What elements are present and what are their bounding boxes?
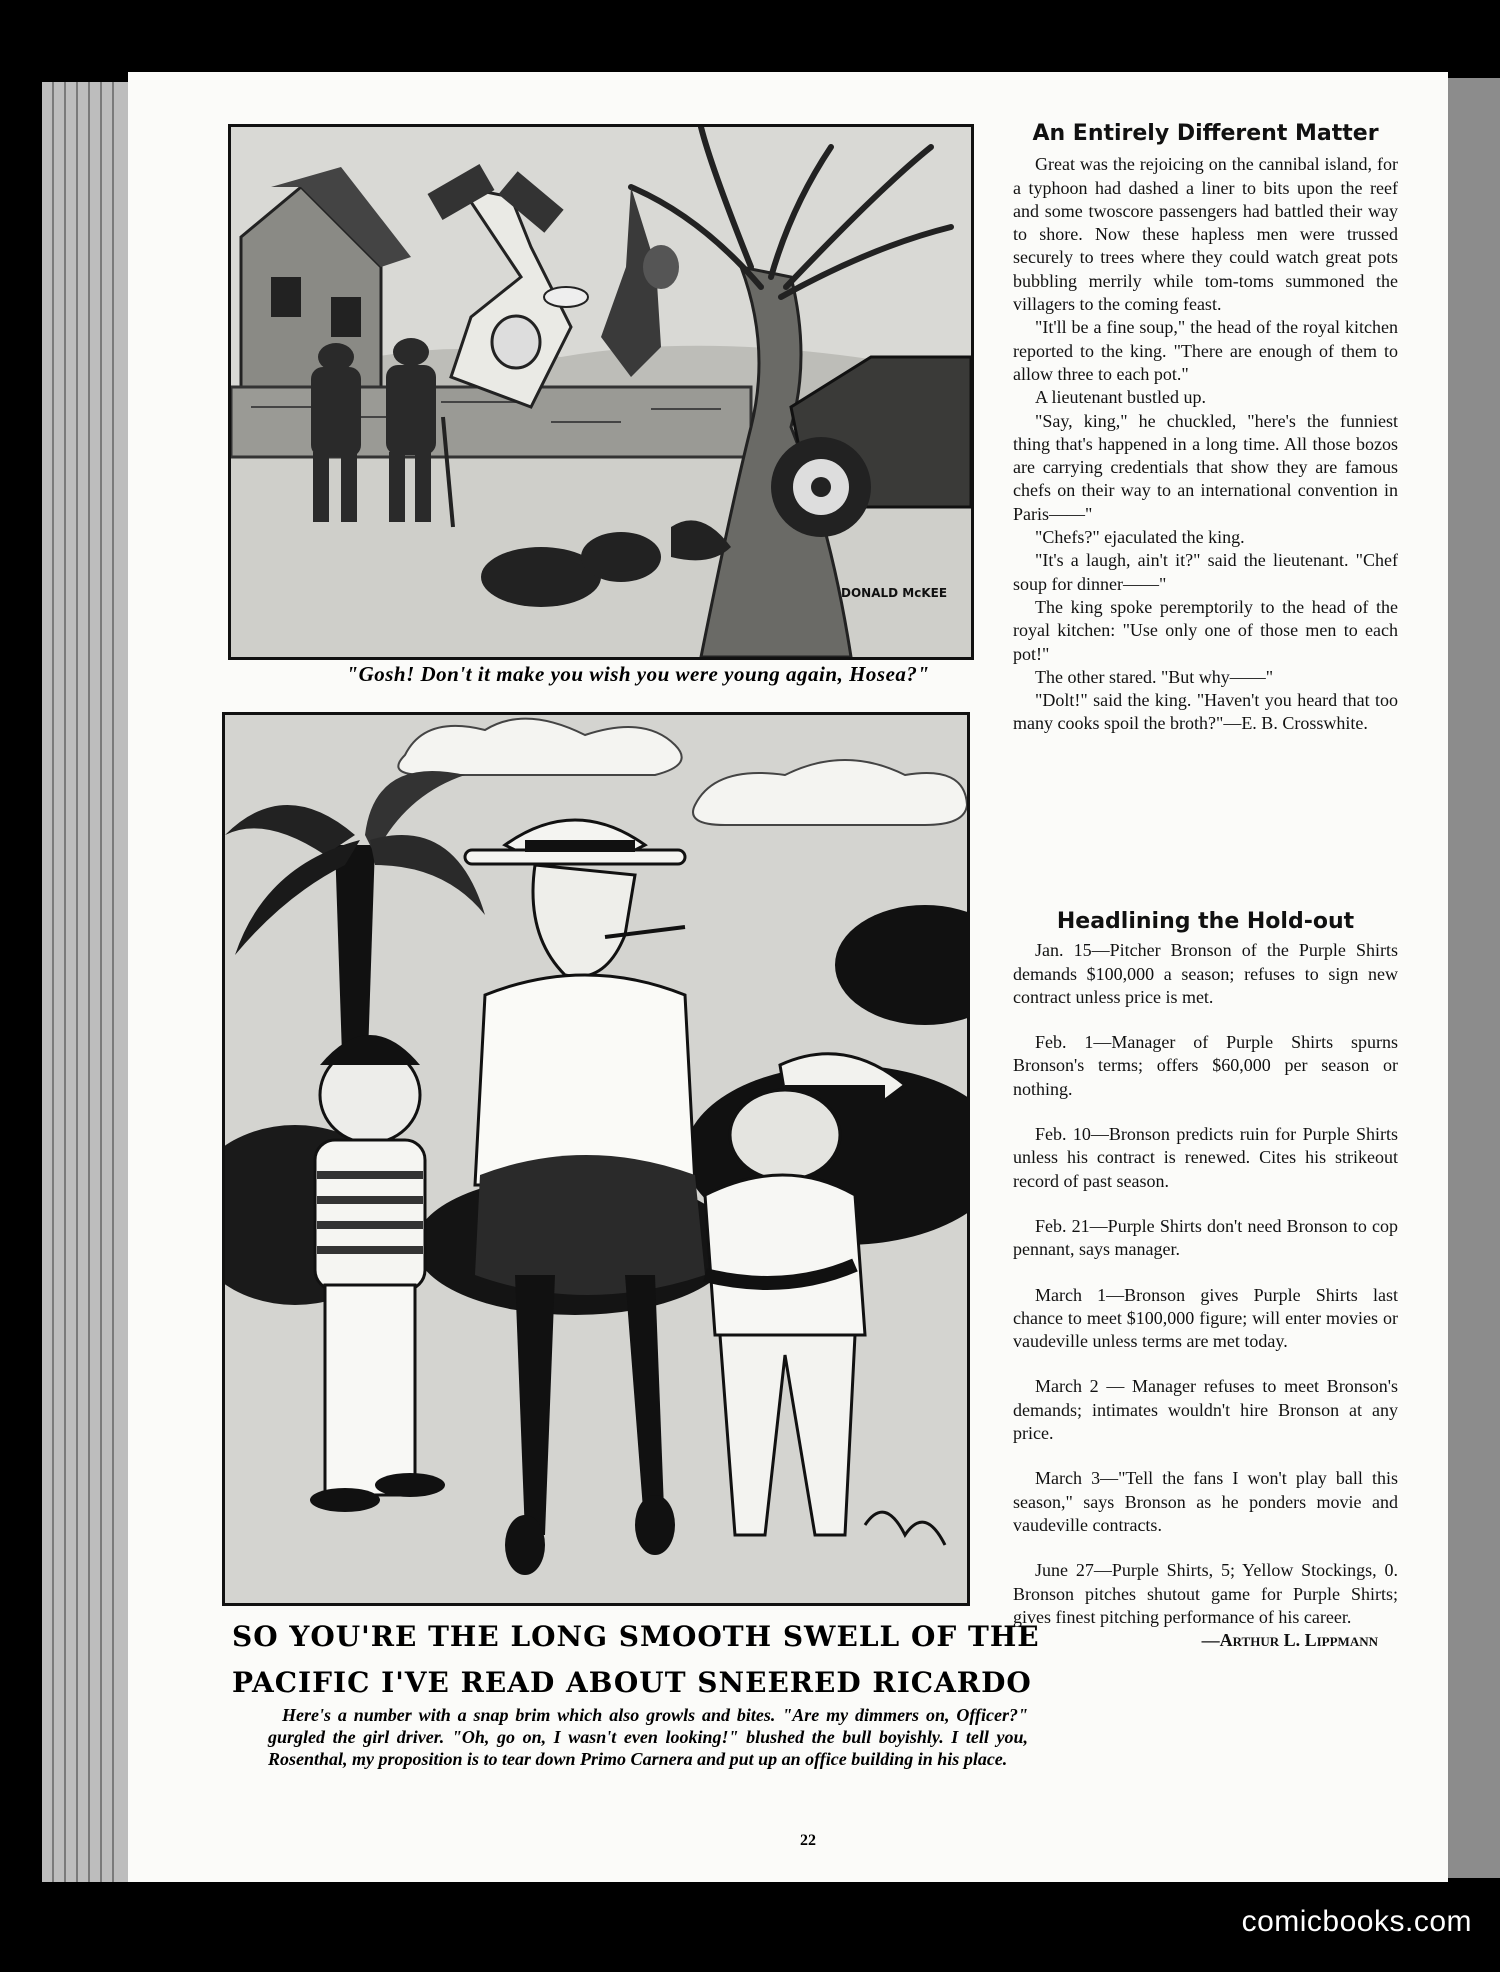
story2-entry: Feb. 1—Manager of Purple Shirts spurns Bronson's terms; offers $60,000 per season or nothing. (1013, 1032, 1398, 1099)
story1-paragraph: "Say, king," he chuckled, "here's the funniest thing that's happened in a long time. All those bozos are carrying credentials that show they are famous chefs on their way to an international convention in Paris——" (1013, 410, 1398, 524)
story2-entry: March 3—"Tell the fans I won't play ball this season," says Bronson as he ponders movie and vaudeville contracts. (1013, 1468, 1398, 1535)
story2-entry: Feb. 21—Purple Shirts don't need Bronson to cop pennant, says manager. (1013, 1215, 1398, 1260)
magazine-page (128, 72, 1448, 1882)
story2-title: Headlining the Hold-out (1056, 909, 1355, 934)
story2-signature: —Arthur L. Lippmann (1201, 1630, 1378, 1651)
cartoon2-headline-line2: PACIFIC I'VE READ ABOUT SNEERED RICARDO (232, 1666, 1032, 1699)
story-entirely-different-matter (1013, 122, 1398, 736)
cartoon2-caption: Here's a number with a snap brim which also growls and bites. "Are my dimmers on, Officer?" gurgled the girl driver. "Oh, go on, I wasn't even looking!" blushed the bull boyishly. I tell you, Rosenthal, my proposition is to tear down Primo Carnera and put up an office building in his place. (268, 1705, 1028, 1769)
story2-entry: Jan. 15—Pitcher Bronson of the Purple Shirts demands $100,000 a season; refuses to sign new contract unless price is met. (1013, 940, 1398, 1007)
story1-paragraph: A lieutenant bustled up. (1035, 387, 1206, 408)
cartoon-signature-mckee: DONALD McKEE (841, 586, 948, 600)
story1-paragraph: "It'll be a fine soup," the head of the royal kitchen reported to the king. "There are enough of them to allow three to each pot." (1013, 317, 1398, 384)
story2-entry: March 1—Bronson gives Purple Shirts last chance to meet $100,000 figure; will enter movies or vaudeville unless terms are met today. (1013, 1284, 1398, 1352)
cartoon-ricardo (222, 712, 970, 1606)
story1-paragraph: "It's a laugh, ain't it?" said the lieutenant. "Chef soup for dinner——" (1013, 550, 1398, 594)
story1-paragraph: "Dolt!" said the king. "Haven't you heard that too many cooks spoil the broth?"—E. B. Crosswhite. (1013, 690, 1398, 734)
cartoon-illustration-2 (225, 715, 967, 1603)
cartoon2-headline-line1: SO YOU'RE THE LONG SMOOTH SWELL OF THE (232, 1620, 1040, 1653)
story1-title: An Entirely Different Matter (1032, 121, 1379, 146)
story2-entry: Feb. 10—Bronson predicts ruin for Purple Shirts unless his contract is renewed. Cites his strikeout record of past season. (1013, 1124, 1398, 1191)
cartoon-tree-hanging (228, 124, 974, 660)
site-watermark: comicbooks.com (1241, 1905, 1472, 1938)
story1-paragraph: The king spoke peremptorily to the head of the royal kitchen: "Use only one of those men to each pot!" (1013, 596, 1398, 664)
page-number: 22 (800, 1832, 816, 1849)
cartoon1-caption: "Gosh! Don't it make you wish you were young again, Hosea?" (346, 662, 930, 686)
story1-paragraph: The other stared. "But why——" (1035, 666, 1274, 687)
story1-paragraph: Great was the rejoicing on the cannibal island, for a typhoon had dashed a liner to bits upon the reef and some twoscore passengers had battled their way to shore. Now these hapless men were trussed securely to trees where they could watch great pots bubbling merrily while tom-toms summoned the villagers to the coming feast. (1013, 154, 1398, 315)
story2-entry: March 2 — Manager refuses to meet Bronson's demands; intimates wouldn't hire Bronson at any price. (1013, 1376, 1398, 1444)
story1-paragraph: "Chefs?" ejaculated the king. (1035, 527, 1245, 548)
book-page-edges (42, 82, 134, 1882)
cartoon-illustration-1 (231, 127, 971, 657)
story2-entry: June 27—Purple Shirts, 5; Yellow Stockings, 0. Bronson pitches shutout game for Purple Shirts; gives finest pitching performance of his career. (1013, 1560, 1398, 1627)
story-headlining-the-hold-out (1013, 910, 1398, 1652)
